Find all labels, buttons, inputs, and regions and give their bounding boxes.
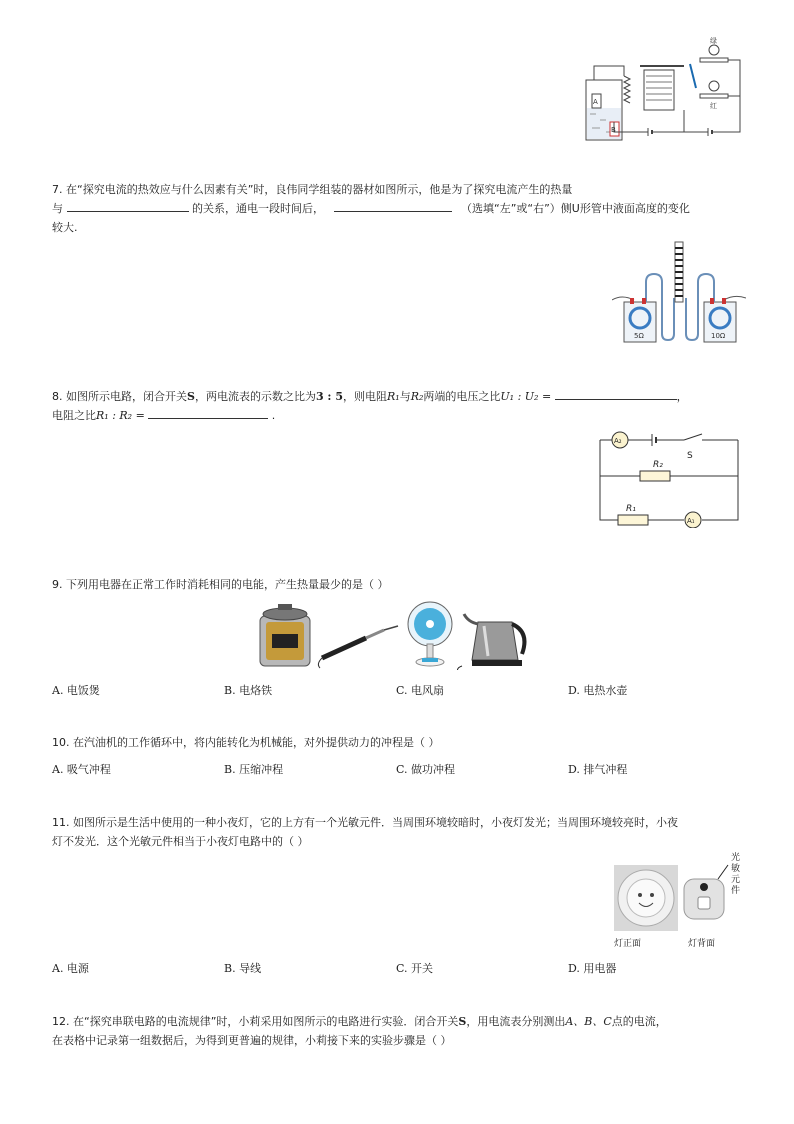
caption-front: 灯正面: [614, 939, 642, 949]
green-label: 绿: [710, 37, 717, 45]
question-8: [52, 387, 742, 425]
question-10: [52, 733, 742, 752]
q7-blank-2[interactable]: [334, 199, 452, 212]
electric-fan-icon: [408, 602, 452, 666]
q7-blank-1[interactable]: [67, 199, 189, 212]
r-left-label: 5Ω: [634, 332, 644, 340]
q11-option-b[interactable]: B. 导线: [224, 962, 262, 975]
question-12: [52, 1012, 742, 1050]
q8-blank-2[interactable]: [148, 406, 268, 419]
electrode-b-label: B: [611, 126, 616, 134]
r1-label: R₁: [626, 504, 636, 514]
joule-heating-apparatus-figure: [612, 238, 746, 346]
q9-option-c[interactable]: C. 电风扇: [396, 684, 445, 697]
question-7: [52, 180, 742, 237]
q7-line1: 7. 在“探究电流的热效应与什么因素有关”时，良伟同学组装的器材如图所示，他是为了探究电流产生的热量: [52, 183, 573, 196]
q9-option-a[interactable]: A. 电饭煲: [52, 684, 100, 697]
question-9: [52, 575, 742, 594]
photo-sensor-label: 光敏元件: [731, 853, 741, 896]
electric-kettle-icon: [458, 614, 525, 670]
q9-option-b[interactable]: B. 电烙铁: [224, 684, 273, 697]
q10-option-d[interactable]: D. 排气冲程: [568, 763, 628, 776]
electrode-a-label: A: [593, 98, 598, 106]
q8-line1: 8. 如图所示电路，闭合开关S，两电流表的示数之比为3 : 5，则电阻R₁与R₂两端的电压之比U₁ : U₂ = ，: [52, 387, 742, 406]
q11-line1: 11. 如图所示是生活中使用的一种小夜灯，它的上方有一个光敏元件．当周围环境较暗时，小夜灯发光；当周围环境较亮时，小夜: [52, 816, 678, 829]
ammeter-a2-label: A₂: [614, 437, 622, 445]
soldering-iron-icon: [318, 626, 398, 668]
q8-line2: 电阻之比R₁ : R₂ = .: [52, 406, 742, 425]
parallel-circuit-figure: [596, 428, 744, 528]
appliances-figure: [256, 600, 538, 670]
q11-option-a[interactable]: A. 电源: [52, 962, 89, 975]
question-11: [52, 813, 742, 851]
q8-blank-1[interactable]: [555, 387, 677, 400]
q10-option-b[interactable]: B. 压缩冲程: [224, 763, 284, 776]
q12-line1: 12. 在“探究串联电路的电流规律”时，小莉采用如图所示的电路进行实验．闭合开关S，用电流表分别测出A、B、C点的电流，: [52, 1015, 667, 1028]
q11-option-c[interactable]: C. 开关: [396, 962, 434, 975]
rice-cooker-icon: [260, 604, 310, 666]
q7-line2: 与 的关系，通电一段时间后， （选填“左”或“右”）侧U形管中液面高度的变化: [52, 199, 742, 218]
sunflower-light-icon: [618, 870, 674, 926]
ammeter-a1-label: A₁: [687, 517, 695, 525]
q11-option-d[interactable]: D. 用电器: [568, 962, 617, 975]
q12-line2: 在表格中记录第一组数据后，为得到更普遍的规律，小莉接下来的实验步骤是（ ）: [52, 1034, 452, 1047]
switch-s-label: S: [687, 451, 693, 461]
r2-label: R₂: [653, 460, 663, 470]
q10-option-c[interactable]: C. 做功冲程: [396, 763, 456, 776]
red-label: 红: [710, 102, 717, 110]
q9-option-d[interactable]: D. 电热水壶: [568, 684, 628, 697]
r-right-label: 10Ω: [711, 332, 726, 340]
night-light-figure: [612, 855, 746, 951]
q10-option-a[interactable]: A. 吸气冲程: [52, 763, 111, 776]
caption-back: 灯背面: [688, 939, 716, 949]
q9-text: 9. 下列用电器在正常工作时消耗相同的电能，产生热量最少的是（ ）: [52, 578, 389, 591]
q10-text: 10. 在汽油机的工作循环中，将内能转化为机械能，对外提供动力的冲程是（ ）: [52, 736, 440, 749]
q7-line3: 较大.: [52, 221, 78, 234]
q11-line2: 灯不发光．这个光敏元件相当于小夜灯电路中的（ ）: [52, 835, 309, 848]
relay-circuit-figure: [584, 36, 744, 144]
